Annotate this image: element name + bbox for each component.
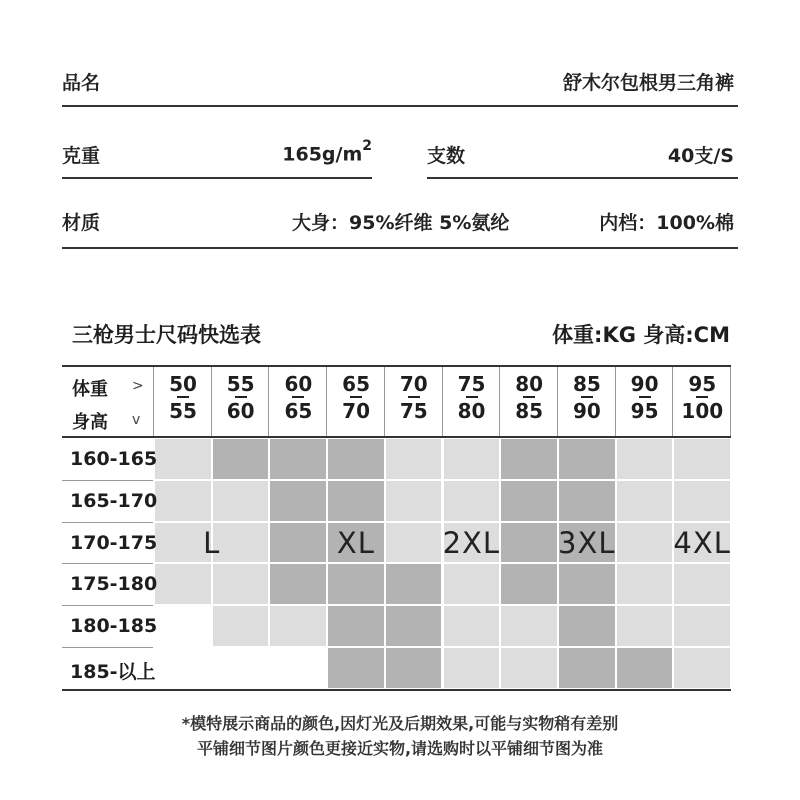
weight-range-header (443, 373, 501, 422)
size-cell (154, 480, 212, 522)
row-divider (62, 480, 153, 481)
weight-range-end: 95 (630, 399, 659, 423)
size-cell (212, 647, 270, 689)
size-cell (154, 438, 212, 480)
height-range-label: 175-180 (70, 573, 158, 596)
column-divider (442, 367, 443, 436)
size-cell (673, 647, 731, 689)
yarn-count-label: 支数 (427, 145, 466, 167)
size-cell (327, 605, 385, 647)
weight-range-start: 50 (169, 372, 197, 396)
range-dash (581, 396, 593, 398)
column-divider (384, 367, 385, 436)
size-cell (500, 438, 558, 480)
size-label-l: L (203, 525, 221, 560)
size-chart-title: 三枪男士尺码快选表 (72, 323, 261, 347)
size-label-2xl: 2XL (442, 525, 501, 560)
weight-range-end: 65 (284, 399, 313, 423)
size-cell (558, 605, 616, 647)
arrow-down-icon: v (132, 412, 141, 428)
size-cell (385, 605, 443, 647)
size-cell (443, 647, 501, 689)
size-cell (212, 605, 270, 647)
size-cell (212, 480, 270, 522)
weight-range-start: 75 (457, 372, 486, 396)
weight-range-header (269, 373, 327, 422)
size-cell (385, 438, 443, 480)
size-cell (500, 647, 558, 689)
row-divider (62, 647, 153, 648)
weight-range-start: 85 (572, 372, 601, 396)
size-cell (327, 563, 385, 605)
column-divider (499, 367, 500, 436)
weight-range-header (500, 373, 558, 422)
height-range-label: 170-175 (70, 531, 158, 554)
weight-range-end: 55 (169, 399, 197, 423)
row-divider (62, 605, 153, 606)
column-divider (268, 367, 269, 436)
size-cell (616, 480, 674, 522)
size-chart-table (62, 365, 731, 691)
yarn-count-value: 40支/S (667, 145, 734, 167)
size-cell (616, 438, 674, 480)
size-cell (385, 480, 443, 522)
row-divider (62, 563, 153, 564)
size-cell (443, 438, 501, 480)
corner-height-label: 身高 (72, 412, 108, 433)
divider (427, 177, 738, 179)
size-cell (500, 605, 558, 647)
column-divider (211, 367, 212, 436)
range-dash (466, 396, 478, 398)
range-dash (523, 396, 535, 398)
size-cell (673, 605, 731, 647)
weight-range-start: 65 (342, 372, 371, 396)
weight-range-end: 75 (399, 399, 428, 423)
unit-note: 体重:KG 身高:CM (552, 323, 730, 347)
size-cell (212, 563, 270, 605)
size-label-4xl: 4XL (673, 525, 731, 560)
row-divider (62, 522, 153, 523)
size-cell (269, 647, 327, 689)
weight-range-header (154, 373, 212, 422)
range-dash (696, 396, 708, 398)
size-cell (269, 480, 327, 522)
size-cell (154, 605, 212, 647)
range-dash (177, 396, 189, 398)
size-cell (558, 563, 616, 605)
size-cell (269, 563, 327, 605)
fabric-weight-number: 165g/m (282, 143, 363, 166)
size-cell (327, 438, 385, 480)
column-divider (153, 367, 154, 436)
weight-range-end: 70 (342, 399, 371, 423)
column-divider (615, 367, 616, 436)
column-divider (326, 367, 327, 436)
height-range-label: 165-170 (70, 489, 158, 512)
divider (62, 105, 738, 107)
footnote-line-2: 平铺细节图片颜色更接近实物,请选购时以平铺细节图为准 (196, 739, 604, 758)
crotch-material-value: 内档：100%棉 (599, 212, 734, 234)
weight-range-header (327, 373, 385, 422)
fabric-weight-label: 克重 (62, 145, 101, 167)
footnote-line-1: *模特展示商品的颜色,因灯光及后期效果,可能与实物稍有差别 (181, 714, 619, 733)
column-divider (730, 367, 731, 436)
weight-range-header (558, 373, 616, 422)
body-material-value: 大身：95%纤维 5%氨纶 (292, 212, 510, 234)
weight-range-header (212, 373, 270, 422)
weight-range-header (385, 373, 443, 422)
corner-weight-label: 体重 (72, 379, 108, 400)
size-cell (443, 563, 501, 605)
size-cell (385, 563, 443, 605)
range-dash (408, 396, 420, 398)
table-bottom-border (62, 689, 731, 691)
height-range-label: 160-165 (70, 448, 158, 470)
size-cell (500, 563, 558, 605)
weight-range-header (673, 373, 731, 422)
size-label-xl: XL (336, 525, 375, 560)
weight-range-start: 95 (688, 372, 717, 396)
divider (62, 247, 738, 249)
weight-range-end: 80 (457, 399, 486, 423)
weight-range-start: 90 (630, 372, 659, 396)
material-label: 材质 (62, 212, 101, 234)
size-cell (443, 480, 501, 522)
weight-range-header (616, 373, 674, 422)
size-cell (154, 647, 212, 689)
product-name-label: 品名 (62, 72, 101, 94)
range-dash (350, 396, 362, 398)
size-cell (443, 605, 501, 647)
size-cell (616, 563, 674, 605)
size-cell (327, 647, 385, 689)
weight-range-end: 60 (226, 399, 255, 423)
height-range-label: 185-以上 (70, 661, 156, 683)
arrow-right-icon: > (132, 378, 144, 394)
size-cell (673, 563, 731, 605)
weight-range-start: 55 (226, 372, 255, 396)
height-range-label: 180-185 (70, 615, 158, 638)
range-dash (292, 396, 304, 398)
size-cell (269, 438, 327, 480)
size-cell (616, 647, 674, 689)
weight-range-start: 70 (399, 372, 428, 396)
table-top-border (62, 365, 731, 367)
range-dash (639, 396, 651, 398)
column-divider (672, 367, 673, 436)
size-cell (154, 563, 212, 605)
weight-range-end: 100 (681, 399, 724, 423)
size-cell (558, 438, 616, 480)
column-divider (557, 367, 558, 436)
size-cell (616, 605, 674, 647)
weight-range-start: 60 (284, 372, 313, 396)
product-name-value: 舒木尔包根男三角裤 (562, 72, 734, 94)
size-cell (673, 438, 731, 480)
size-cell (327, 480, 385, 522)
fabric-weight-superscript: 2 (362, 138, 372, 154)
weight-range-end: 90 (572, 399, 601, 423)
size-cell (558, 480, 616, 522)
divider (62, 177, 372, 179)
size-cell (673, 480, 731, 522)
size-cell (212, 438, 270, 480)
range-dash (235, 396, 247, 398)
size-cell (500, 480, 558, 522)
size-cell (269, 605, 327, 647)
size-label-3xl: 3XL (558, 525, 616, 560)
size-cell (385, 647, 443, 689)
weight-range-end: 85 (515, 399, 544, 423)
fabric-weight-value (240, 138, 372, 166)
size-cell (558, 647, 616, 689)
weight-range-start: 80 (515, 372, 544, 396)
